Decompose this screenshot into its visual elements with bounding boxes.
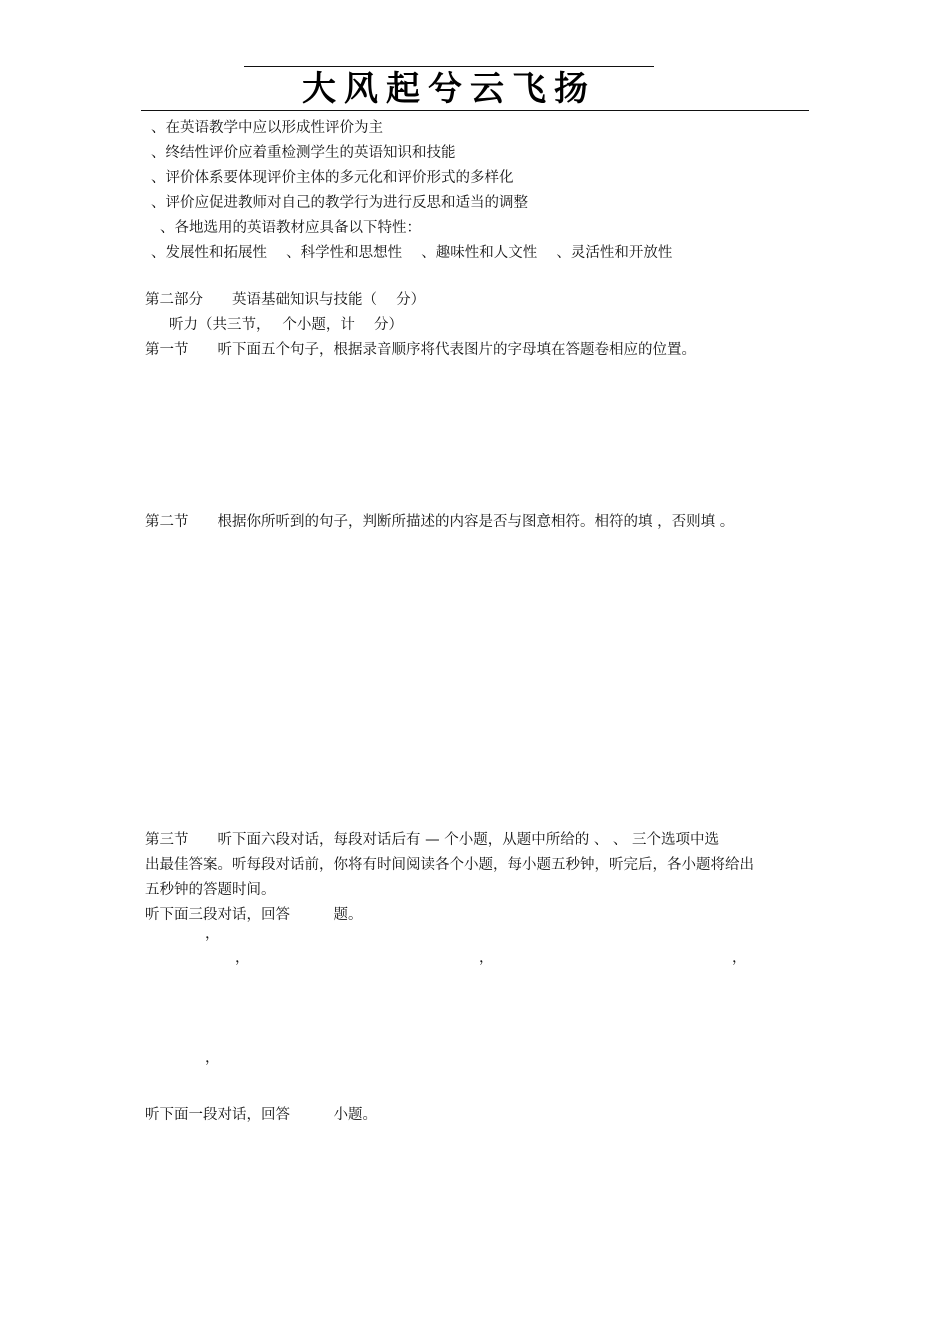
section-heading: 听力（共三节， 个小题，计 分） [169,317,403,333]
text-line: 出最佳答案。听每段对话前，你将有时间阅读各个小题，每小题五秒钟，听完后，各小题将给出 [145,857,754,873]
text-line: 、评价体系要体现评价主体的多元化和评价形式的多样化 [151,170,514,186]
text-line: 五秒钟的答题时间。 [145,882,276,898]
text-line: 、各地选用的英语教材应具备以下特性： [160,220,421,236]
text-line: ， [205,1050,220,1066]
text-line: ， [479,950,494,966]
text-line: 、发展性和拓展性 、科学性和思想性 、趣味性和人文性 、灵活性和开放性 [151,245,673,261]
text-line: 听下面一段对话，回答 小题。 [145,1107,377,1123]
text-line: ， [732,950,747,966]
section-heading: 第二部分 英语基础知识与技能（ 分） [145,292,426,308]
header-title: 大风起兮云飞扬 [302,69,596,109]
section-heading: 第二节 根据你所听到的句子，判断所描述的内容是否与图意相符。相符的填 ，否则填 。 [145,514,735,530]
text-line: ， [235,950,250,966]
section-heading: 第三节 听下面六段对话，每段对话后有 — 个小题，从题中所给的 、 、 三个选项中选 [145,832,720,848]
text-line: ， [205,926,220,942]
section-heading: 第一节 听下面五个句子，根据录音顺序将代表图片的字母填在答题卷相应的位置。 [145,342,696,358]
text-line: 、终结性评价应着重检测学生的英语知识和技能 [151,145,456,161]
text-line: 、在英语教学中应以形成性评价为主 [151,120,383,136]
header-bottom-rule [141,110,809,111]
text-line: 听下面三段对话，回答 题。 [145,907,363,923]
text-line: 、评价应促进教师对自己的教学行为进行反思和适当的调整 [151,195,528,211]
header-top-rule [244,66,654,67]
